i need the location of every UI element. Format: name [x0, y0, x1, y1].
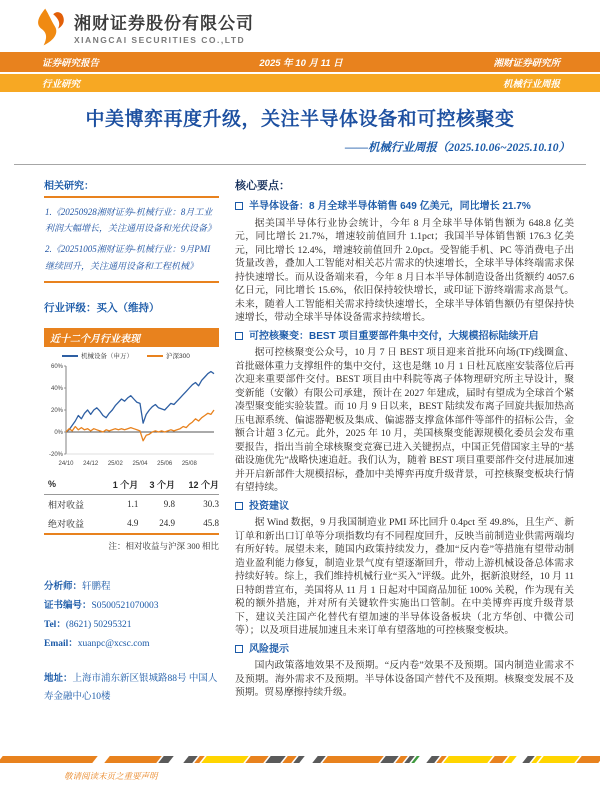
- tel-label: Tel：: [44, 619, 66, 630]
- company-name-cn: 湘财证券股份有限公司: [74, 14, 254, 33]
- footer-stripe: [0, 756, 600, 763]
- row-label: 绝对收益: [44, 514, 102, 534]
- performance-chart: [44, 360, 219, 468]
- section-body: 据 Wind 数据，9 月我国制造业 PMI 环比回升 0.4pct 至 49.8%，且生产、新订单和新出口订单等分项指数均有不同程度回升，反映当前制造业供需两端均有所好转。展望未来，随国内政策持续发力，叠加“反内卷”等措施有望带动制造业盈利能力修复，制造业景气度有望逐渐回升，带动上游机械设备总体需求持续好转。综上，我们维持机械行业“买入”评级。此外，据新浪财经，10 月 11 日特朗普宣布，美国将从 11 月 1 日起对中国商品加征 100% 关税，作为现有关税的额外措施，并对所有关键软件实施出口管制。在中美博弈再度升级背景下，建议关注国产化替代有望加速的半导体设备板块（北方华创、中微公司等）；以及项目进展加速且未来订单有望落地的可控核聚变板块。: [235, 517, 574, 637]
- cell-value: 24.9: [138, 514, 175, 534]
- section-body: 据美国半导体行业协会统计，今年 8 月全球半导体销售额为 648.8 亿美元，同比增长 21.7%，增速较前值回升 1.1pct；我国半导体销售额 176.3 亿美元，同比增长 12.4%，增速较前值回升 2.0pct。受智能手机、PC 等消费电子出货量改善，叠加人工智能对相关芯片需求的快速增长，全球半导体终端需求保持快速增长。而从设备端来看，今年 8 月日本半导体制造设备出货额约 4057.6 亿日元，同比增长 15.6%，依旧保持较快增长，或印证下游终端需求高景气。未来，随着人工智能相关需求持续快速增长，全球半导体销售额仍有望保持快速增长，带动全球半导体设备需求持续增长。: [235, 217, 574, 324]
- email-label: Email：: [44, 638, 78, 649]
- xiangcai-logo-icon: [34, 8, 66, 46]
- report-title: 中美博弈再度升级，关注半导体设备和可控核聚变: [85, 109, 515, 130]
- related-research-item: 2.《20251005湘财证券-机械行业：9月PMI继续回升，关注通用设备和工程机械》: [45, 244, 211, 271]
- section-title-row: [235, 200, 574, 214]
- table-row: [44, 514, 219, 534]
- report-type-label: 证券研究报告: [42, 58, 100, 69]
- table-header: 12 个月: [175, 476, 219, 495]
- disclaimer-note: 敬请阅读末页之重要声明: [64, 771, 158, 781]
- legend-line-blue-icon: [62, 355, 78, 357]
- legend-line-orange-icon: [147, 355, 163, 357]
- legend-label: 沪深300: [166, 352, 190, 360]
- analyst-name-line: [44, 578, 219, 597]
- analyst-tel-line: [44, 616, 219, 635]
- section-title-row: [235, 330, 574, 344]
- table-note: 注：相对收益与沪深 300 相比: [108, 540, 219, 551]
- brand-header: [0, 0, 600, 52]
- section-investment-advice: [235, 500, 574, 638]
- chart-legend: [44, 347, 219, 360]
- svg-text:24/12: 24/12: [83, 460, 99, 467]
- email-address: xuanpc@xcsc.com: [77, 638, 150, 649]
- industry-research-label: 行业研究: [42, 79, 81, 90]
- svg-text:25/08: 25/08: [181, 460, 197, 467]
- svg-text:25/02: 25/02: [107, 460, 123, 467]
- table-header-row: [44, 476, 219, 495]
- cert-number: S0500521070003: [91, 600, 159, 611]
- brand-text: [74, 9, 254, 45]
- table-header: 3 个月: [138, 476, 175, 495]
- table-header: %: [44, 476, 102, 495]
- legend-label: 机械设备（申万）: [81, 352, 133, 360]
- cell-value: 1.1: [127, 499, 139, 510]
- related-research-item: 1.《20250928湘财证券-机械行业：8月工业利润大幅增长，关注通用设备和光伏设备》: [45, 207, 217, 234]
- performance-table: [44, 476, 219, 535]
- legend-item-hs300: [147, 351, 190, 360]
- section-body: 国内政策落地效果不及预期。“反内卷”效果不及预期。国内制造业需求不及预期。海外需求不及预期。半导体设备国产替代不及预期。核聚变发展不及预期。贸易摩擦持续升级。: [235, 660, 574, 699]
- table-row: [44, 494, 219, 514]
- section-semiconductor: [235, 200, 574, 325]
- section-title: 风险提示: [249, 643, 289, 655]
- bullet-square-icon: [235, 502, 243, 510]
- bullet-square-icon: [235, 202, 243, 210]
- svg-text:-20%: -20%: [48, 451, 63, 458]
- bullet-square-icon: [235, 645, 243, 653]
- svg-text:40%: 40%: [50, 385, 63, 392]
- industry-bar: [0, 74, 600, 92]
- cell-value: 9.8: [163, 499, 176, 510]
- content-columns: [0, 165, 600, 706]
- svg-text:60%: 60%: [50, 363, 63, 370]
- section-title-row: [235, 643, 574, 657]
- svg-text:25/04: 25/04: [132, 460, 148, 467]
- report-subtitle: ——机械行业周报（2025.10.06~2025.10.10）: [344, 142, 570, 154]
- section-risk-warning: [235, 643, 574, 700]
- analyst-label: 分析师：: [44, 581, 83, 592]
- analyst-block: [44, 578, 219, 654]
- page-footer: [0, 756, 600, 782]
- section-title: 投资建议: [249, 500, 289, 512]
- section-body: 据可控核聚变公众号，10 月 7 日 BEST 项目迎来首批环向场(TF)线圈盒、首批磁体重力支撑组件的集中交付，这也是继 10 月 1 日杜瓦底座安装落位后再次迎来重要部件交付。BEST 项目由中科院等离子体物理研究所主导设计，聚变新能（安徽）有限公司承建，预计在 2027 年建成，届时有望成为全球首个紧凑型聚变能实验装置。而 10 月 9 日以来，BEST 陆续发布离子回旋共振加热高压电源系统、偏滤器靶板及集成、偏滤器支撑盒体部件等部件的招标公告，金额合计超 3 亿元。此外，2025 年 10 月，美国核聚变能源规模化委员会发布重要报告，指出当前全球核聚变竞赛已进入关键拐点，中国正凭借国家主导的“基础设施优先”战略快速追赶。我们认为，随着 BEST 项目重要部件交付进展加速并开启新部件大规模招标，叠加中美博弈再度升级背景，可控核聚变板块行情有望持续。: [235, 347, 574, 494]
- cell-value: 30.3: [203, 499, 219, 510]
- bullet-square-icon: [235, 332, 243, 340]
- section-title-row: [235, 500, 574, 514]
- industry-rating: 行业评级：买入（维持）: [44, 301, 160, 314]
- cell-value: 4.9: [102, 514, 139, 534]
- chart-title: 近十二个月行业表现: [44, 328, 219, 347]
- address-label: 地址：: [44, 673, 73, 684]
- analyst-email-line: [44, 635, 219, 654]
- related-research-heading: 相关研究：: [44, 181, 94, 192]
- analyst-name: 轩鹏程: [82, 581, 111, 592]
- research-institute-label: 湘财证券研究所: [493, 58, 561, 69]
- related-research-box: [44, 196, 219, 283]
- row-label: 相对收益: [48, 499, 85, 510]
- svg-text:25/06: 25/06: [157, 460, 173, 467]
- legend-item-machinery: [62, 351, 133, 360]
- svg-text:0%: 0%: [54, 429, 63, 436]
- report-date: 2025 年 10 月 11 日: [259, 58, 343, 69]
- core-points-heading: 核心要点：: [235, 180, 290, 192]
- svg-text:20%: 20%: [50, 407, 63, 414]
- main-content: [235, 175, 574, 705]
- svg-text:24/10: 24/10: [58, 460, 74, 467]
- section-fusion: [235, 330, 574, 495]
- section-title: 半导体设备：8 月全球半导体销售 649 亿美元，同比增长 21.7%: [249, 201, 531, 212]
- tel-number: (8621) 50295321: [65, 619, 132, 630]
- weekly-report-label: 机械行业周报: [502, 79, 560, 90]
- section-title: 可控核聚变：BEST 项目重要部件集中交付，大规模招标陆续开启: [249, 330, 539, 342]
- sidebar: [44, 175, 219, 706]
- cell-value: 45.8: [175, 514, 219, 534]
- company-name-en: XIANGCAI SECURITIES CO.,LTD: [74, 35, 246, 45]
- cert-label: 证书编号：: [44, 600, 92, 611]
- address-text: 上海市浦东新区银城路88号 中国人寿金融中心10楼: [44, 673, 218, 702]
- address-block: [44, 670, 219, 706]
- performance-chart-box: [44, 328, 219, 468]
- table-header: 1 个月: [102, 476, 139, 495]
- analyst-cert-line: [44, 597, 219, 616]
- report-type-bar: [0, 52, 600, 72]
